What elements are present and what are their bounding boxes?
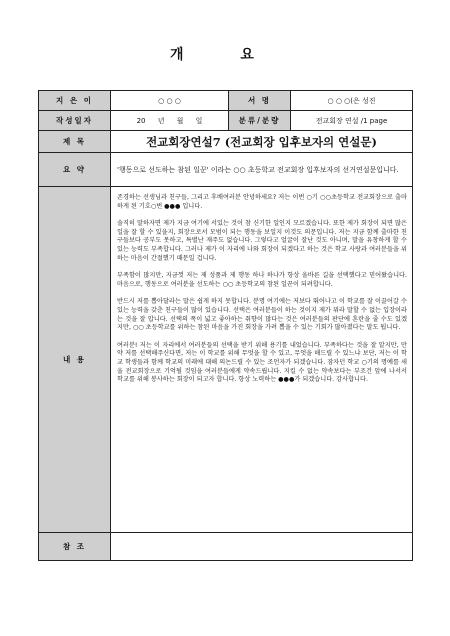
content-paragraph: 존경하는 선생님과 친구들, 그리고 후배여러분 안녕하세요? 저는 이번 ○기 ○○초등학교 전교회장으로 출마하게 된 기호○번 ●●● 입니다. [117,194,407,210]
author-value: ○ ○ ○ [111,91,229,111]
date-label: 작성일자 [39,111,111,131]
category-value: 전교회장 연설 /1 page [291,111,413,131]
category-label: 분류/분량 [229,111,291,131]
reference-label: 참 조 [39,533,111,561]
date-value: 20 년 월 일 [111,111,229,131]
content-paragraph: 여러분! 저는 이 자리에서 여러분들의 선택을 받기 위해 용기를 내었습니다. 부족하다는 것을 잘 알지만, 만약 저를 선택해주신다면, 저는 이 학교를 위해 무엇을 할 수 있고, 무엇을 해드릴 수 있느냐 보단, 저는 이 학교 학생들과 함께 학교의 미래에 대해 의논드릴 수 있는 조언자가 되겠습니다. 잠자던 학교 ○기의 명예를 세울 전교회장으로 기억될 것임을 여러분들에게 약속드립니다. 지킬 수 없는 약속보다는 부조건 앞에 나서서 학교를 위해 봉사하는 회장이 되고자 합니다. 항상 노력하는 ●●●가 되겠습니다. 감사합니다. [117,341,407,384]
content-paragraph: 부족함이 많지만, 지금껏 저는 제 성품과 제 행동 하나 하나가 항상 올바른 길을 선택했다고 믿어왔습니다. 마음으로, 행동으로 여러분을 선도하는 ○○ 초등학교의 참된 일꾼이 되려합니다. [117,272,407,288]
content-label: 내 용 [39,187,111,533]
content-paragraph: 솔직히 말하자면 제가 지금 여기에 서있는 것이 참 신기한 일인지 모르겠습니다. 또한 제가 회장이 되면 많은 일을 잘 할 수 있을지, 회장으로서 모범이 되는 행동을 보일지 이것도 의문입니다. 저는 지금 함께 출마한 친구들보다 공부도 못하고, 특별난 재주도 없습니다. 그렇다고 얼굴이 잘난 것도 아니며, 말을 유창하게 할 수 있는 능력도 부족합니다. 그러나 제가 이 자리에 나와 회장이 되겠다고 하는 것은 학교 사랑과 여러분들을 위하는 마음이 간절했기 때문일 겁니다. [117,220,407,262]
reference-value [111,533,413,561]
summary-label: 요 약 [39,153,111,187]
subject-value: 전교회장연설7 (전교회장 입후보자의 연설문) [111,131,413,153]
page-title: 개 요 [170,47,280,63]
signature-label: 서 명 [229,91,291,111]
subject-label: 제 목 [39,131,111,153]
content-paragraph: 반드시 저를 뽑아달라는 말은 쉽게 하지 못합니다. 분명 여기에는 저보다 뛰어나고 이 학교를 잘 이끌어갈 수 있는 능력을 갖춘 친구들이 많이 있습니다. 선택은 여러분들이 하는 것이지 제가 뭐라 말할 수 없는 입장이라는 것을 잘 압니다. 선택의 폭이 넓고 좋아하는 취향이 많다는 것은 여러분들의 판단에 혼란을 줄 수도 있겠지만, ○○ 초등학교를 위하는 참된 마음을 가진 회장을 가려 뽑을 수 있는 기회가 많아졌다는 말도 됩니다. [117,298,407,332]
signature-value: ○ ○ ○(은 성진 [291,91,413,111]
content-body [111,187,413,533]
author-label: 지 은 이 [39,91,111,111]
summary-value: '행동으로 선도하는 참된 일꾼' 이라는 ○○ 초등학교 전교회장 입후보자의 선거연설문입니다. [111,153,413,187]
overview-form-table [38,90,413,561]
